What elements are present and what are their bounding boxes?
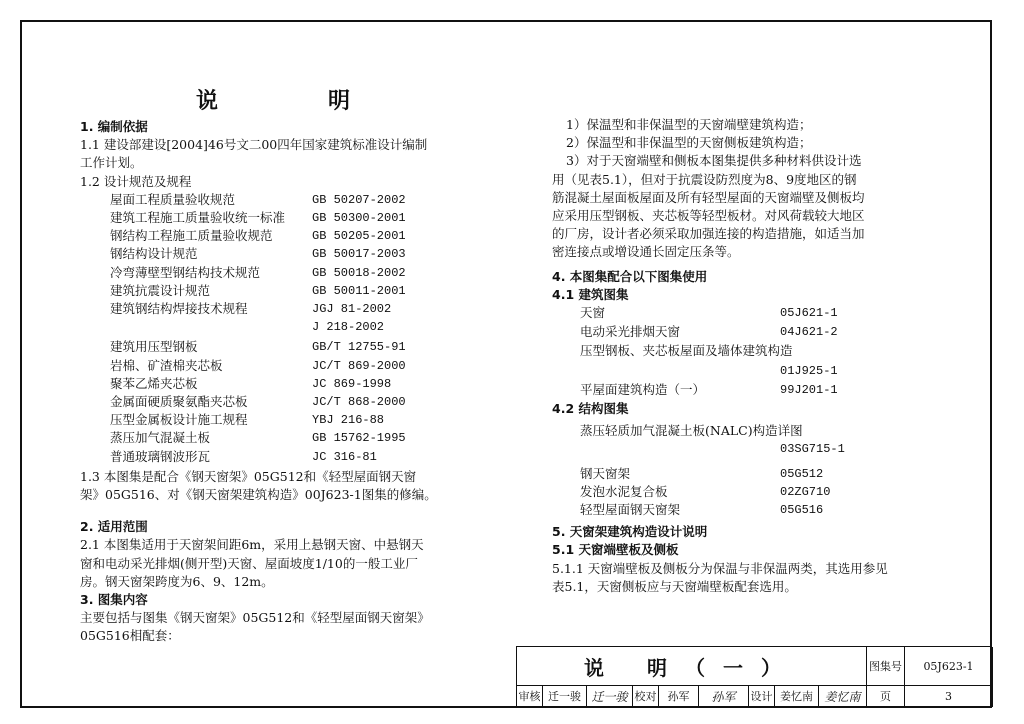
right-line-r8: 密连接点或增设通长固定压条等。 — [552, 244, 740, 260]
left-line-s3: 3. 图集内容 — [80, 592, 148, 607]
left-line-s1_1b: 工作计划。 — [80, 155, 143, 171]
reviewer: 迁一骏 — [548, 690, 581, 703]
atlas-struct-name: 蒸压轻质加气混凝土板(NALC)构造详图 — [580, 423, 803, 439]
left-line-p2_1a: 2.1 本图集适用于天窗架间距6m，采用上悬钢天窗、中悬钢天 — [80, 537, 424, 553]
atlas-struct-code: 02ZG710 — [780, 484, 831, 499]
spec-code: GB 50300-2001 — [312, 211, 406, 225]
spec-name: 聚苯乙烯夹芯板 — [110, 375, 198, 391]
review-label-cell — [517, 685, 543, 707]
spec-code: GB 50018-2002 — [312, 265, 406, 280]
design-label-cell — [749, 685, 775, 707]
atlas-arch-name: 平屋面建筑构造（一） — [580, 381, 706, 397]
check-label: 校对 — [634, 690, 657, 703]
spec-name: 蒸压加气混凝土板 — [110, 430, 211, 446]
title-block-title: 说 明（一） — [584, 655, 799, 680]
spec-code: JGJ 81-2002 — [312, 302, 392, 316]
designer-signature — [819, 685, 867, 707]
right-line-r1: 1）保温型和非保温型的天窗端壁建筑构造； — [566, 117, 812, 132]
atlas-arch-code: 04J621-2 — [780, 325, 838, 340]
atlas-arch-code: 01J925-1 — [780, 363, 838, 378]
spec-name: 建筑抗震设计规范 — [110, 282, 211, 298]
spec-name: 建筑工程施工质量验收统一标准 — [110, 210, 286, 225]
spec-code: GB/T 12755-91 — [312, 340, 406, 355]
left-line-s1_1a: 1.1 建设部建设[2004]46号文二00四年国家建筑标准设计编制 — [80, 137, 428, 153]
right-line-q1: 5. 天窗架建筑构造设计说明 — [552, 524, 708, 540]
atlas-struct-code: 05G516 — [780, 503, 824, 517]
spec-code: J 218-2002 — [312, 320, 385, 335]
atlas-arch-name: 天窗 — [580, 305, 606, 320]
designer-signature-text: 姜忆南 — [824, 689, 861, 704]
spec-code: JC/T 868-2000 — [312, 395, 406, 409]
page-no: 3 — [945, 689, 952, 703]
checker-signature — [699, 685, 749, 707]
spec-name: 建筑用压型钢板 — [110, 339, 198, 355]
atlas-arch-code: 05J621-1 — [780, 306, 838, 320]
spec-code: GB 15762-1995 — [312, 431, 406, 446]
atlas-struct-name: 轻型屋面钢天窗架 — [580, 502, 681, 517]
page-label-cell — [867, 685, 905, 707]
checker: 孙军 — [667, 690, 690, 703]
spec-code: GB 50017-2003 — [312, 247, 406, 262]
atlas-struct-name: 发泡水泥复合板 — [580, 483, 668, 499]
atlas-label: 图集号 — [869, 660, 902, 673]
page-label: 页 — [880, 690, 891, 703]
spec-name: 钢结构设计规范 — [110, 246, 198, 262]
right-line-q2: 5.1 天窗端壁板及侧板 — [552, 542, 679, 558]
right-line-r10: 4.1 建筑图集 — [552, 286, 629, 302]
struct-atlas-heading: 4.2 结构图集 — [552, 401, 629, 416]
left-line-s1: 1. 编制依据 — [80, 119, 148, 134]
left-line-p2_1c: 房。钢天窗架跨度为6、9、12m。 — [80, 573, 274, 589]
checker-signature-text: 孙军 — [711, 689, 736, 704]
spec-name: 建筑钢结构焊接技术规程 — [110, 301, 248, 316]
page-no-cell — [905, 685, 993, 707]
spec-code: GB 50207-2002 — [312, 192, 406, 207]
left-line-p3b: 05G516相配套： — [80, 628, 180, 644]
right-line-r9: 4. 本图集配合以下图集使用 — [552, 268, 708, 284]
right-line-q3: 5.1.1 天窗端壁板及侧板分为保温与非保温两类，其选用参见 — [552, 560, 888, 576]
spec-name: 钢结构工程施工质量验收规范 — [110, 228, 273, 244]
right-line-q4: 表5.1，天窗侧板应与天窗端壁板配套选用。 — [552, 578, 797, 594]
spec-name: 岩棉、矿渣棉夹芯板 — [110, 357, 223, 373]
checker-cell — [659, 685, 699, 707]
spec-code: YBJ 216-88 — [312, 413, 385, 428]
spec-code: GB 50205-2001 — [312, 229, 406, 244]
atlas-struct-code: 05G512 — [780, 466, 824, 481]
atlas-arch-code: 99J201-1 — [780, 382, 838, 397]
atlas-struct-name: 钢天窗架 — [580, 465, 631, 481]
spec-name: 冷弯薄壁型钢结构技术规范 — [110, 264, 261, 280]
right-line-r3: 3）对于天窗端壁和侧板本图集提供多种材料供设计选 — [566, 153, 862, 169]
spec-code: JC 869-1998 — [312, 376, 392, 391]
title-block-title-cell — [517, 647, 867, 685]
spec-code: JC/T 869-2000 — [312, 358, 406, 373]
reviewer-cell — [543, 685, 587, 707]
reviewer-signature-text: 迁一骏 — [591, 689, 628, 704]
designer-cell — [775, 685, 819, 707]
right-line-r2: 2）保温型和非保温型的天窗侧板建筑构造； — [566, 135, 812, 151]
spec-code: GB 50011-2001 — [312, 283, 406, 298]
atlas-arch-name: 电动采光排烟天窗 — [580, 324, 681, 340]
reviewer-signature — [587, 685, 633, 707]
spec-name: 金属面硬质聚氨酯夹芯板 — [110, 394, 248, 409]
left-line-p1_3a: 1.3 本图集是配合《钢天窗架》05G512和《轻型屋面钢天窗 — [80, 468, 417, 484]
design-label: 设计 — [750, 690, 773, 703]
spec-name: 屋面工程质量验收规范 — [110, 191, 236, 207]
check-label-cell — [633, 685, 659, 707]
atlas-arch-name: 压型钢板、夹芯板屋面及墙体建筑构造 — [580, 343, 793, 359]
spec-name: 普通玻璃钢波形瓦 — [110, 448, 211, 464]
atlas-label-cell — [867, 647, 905, 685]
spec-code: JC 316-81 — [312, 449, 377, 464]
left-line-s1_2: 1.2 设计规范及规程 — [80, 173, 192, 189]
right-line-r6: 应采用压型钢板、夹芯板等轻型板材。对风荷载较大地区 — [552, 208, 865, 223]
right-line-r5: 筋混凝土屋面板屋面及所有轻型屋面的天窗端壁及侧板均 — [552, 189, 865, 205]
review-label: 审核 — [518, 690, 541, 703]
left-line-p1_3b: 架》05G516、对《钢天窗架建筑构造》00J623-1图集的修编。 — [80, 487, 437, 502]
left-line-p3a: 主要包括与图集《钢天窗架》05G512和《轻型屋面钢天窗架》 — [80, 610, 430, 626]
title-block — [516, 646, 992, 708]
left-line-p2_1b: 窗和电动采光排烟(侧开型)天窗、屋面坡度1/10的一般工业厂 — [80, 555, 418, 571]
right-line-r7: 的厂房，设计者必须采取加强连接的构造措施，如适当加 — [552, 226, 865, 242]
right-line-r4: 用（见表5.1），但对于抗震设防烈度为8、9度地区的钢 — [552, 171, 857, 187]
atlas-struct-code: 03SG715-1 — [780, 442, 845, 457]
atlas-no: 05J623-1 — [923, 659, 974, 673]
designer: 姜忆南 — [780, 690, 813, 703]
left-line-s2: 2. 适用范围 — [80, 519, 148, 535]
page-title: 说 明 — [196, 89, 395, 114]
atlas-no-cell — [905, 647, 993, 685]
spec-name: 压型金属板设计施工规程 — [110, 412, 248, 428]
